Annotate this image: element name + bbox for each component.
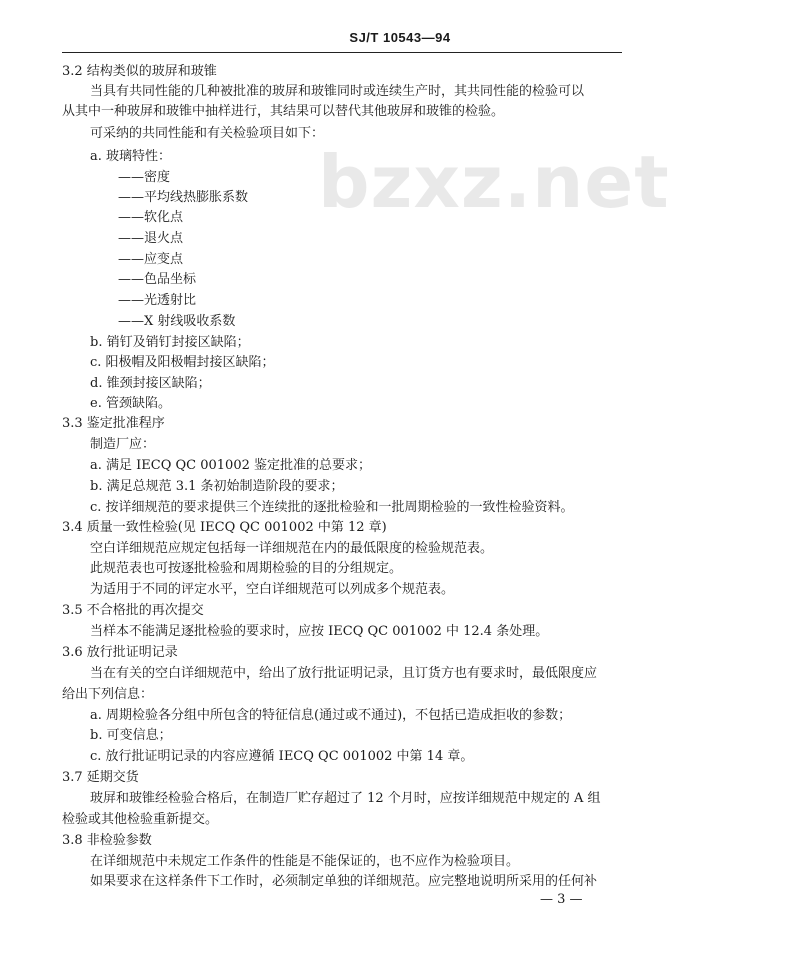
sub-item-thermal-expansion: ——平均线热膨胀系数 — [118, 190, 249, 205]
list-item-b: b. 满足总规范 3.1 条初始制造阶段的要求； — [90, 479, 344, 494]
watermark: bzxz.net — [318, 140, 670, 224]
sub-item-density: ——密度 — [118, 170, 171, 185]
section-heading-3-5: 3.5 不合格批的再次提交 — [62, 603, 204, 618]
list-item-b: b. 销钉及销钉封接区缺陷； — [90, 335, 250, 350]
paragraph-line: 为适用于不同的评定水平，空白详细规范可以列成多个规范表。 — [90, 582, 455, 597]
list-item-c: c. 阳极帽及阳极帽封接区缺陷； — [90, 355, 275, 370]
sub-item-xray-absorption: ——X 射线吸收系数 — [118, 314, 236, 329]
paragraph-line: 从其中一种玻屏和玻锥中抽样进行，其结果可以替代其他玻屏和玻锥的检验。 — [62, 104, 505, 119]
paragraph-line: 制造厂应： — [90, 437, 156, 452]
section-heading-3-7: 3.7 延期交货 — [62, 770, 139, 785]
paragraph-line: 如果要求在这样条件下工作时，必须制定单独的详细规范。应完整地说明所采用的任何补 — [90, 874, 598, 889]
list-item-d: d. 锥颈封接区缺陷； — [90, 376, 211, 391]
section-heading-3-3: 3.3 鉴定批准程序 — [62, 416, 165, 431]
page-number: — 3 — — [540, 892, 583, 907]
sub-item-softening-point: ——软化点 — [118, 210, 184, 225]
list-item-b: b. 可变信息； — [90, 728, 172, 743]
section-heading-3-2: 3.2 结构类似的玻屏和玻锥 — [62, 64, 217, 79]
list-item-c: c. 放行批证明记录的内容应遵循 IECQ QC 001002 中第 14 章。 — [90, 749, 474, 764]
paragraph-line: 给出下列信息： — [62, 687, 154, 702]
sub-item-annealing-point: ——退火点 — [118, 231, 184, 246]
paragraph-line: 检验或其他检验重新提交。 — [62, 812, 219, 827]
sub-item-transmittance: ——光透射比 — [118, 293, 197, 308]
list-item-c: c. 按详细规范的要求提供三个连续批的逐批检验和一批周期检验的一致性检验资料。 — [90, 500, 574, 515]
paragraph-line: 在详细规范中未规定工作条件的性能是不能保证的，也不应作为检验项目。 — [90, 854, 520, 869]
paragraph-line: 当样本不能满足逐批检验的要求时，应按 IECQ QC 001002 中 12.4 条处理。 — [90, 624, 549, 639]
paragraph-line: 玻屏和玻锥经检验合格后，在制造厂贮存超过了 12 个月时，应按详细规范中规定的 A 组 — [90, 791, 601, 806]
section-heading-3-4: 3.4 质量一致性检验(见 IECQ QC 001002 中第 12 章) — [62, 520, 387, 535]
header-rule — [62, 52, 622, 53]
list-item-e: e. 管颈缺陷。 — [90, 396, 171, 411]
document-code-header: SJ/T 10543—94 — [349, 30, 451, 45]
sub-item-strain-point: ——应变点 — [118, 252, 184, 267]
paragraph-line: 可采纳的共同性能和有关检验项目如下： — [90, 126, 325, 141]
paragraph-line: 此规范表也可按逐批检验和周期检验的目的分组规定。 — [90, 561, 403, 576]
section-heading-3-6: 3.6 放行批证明记录 — [62, 645, 178, 660]
list-item-a: a. 满足 IECQ QC 001002 鉴定批准的总要求； — [90, 458, 372, 473]
section-heading-3-8: 3.8 非检验参数 — [62, 833, 152, 848]
list-item-a: a. 周期检验各分组中所包含的特征信息(通过或不通过)，不包括已造成拒收的参数； — [90, 708, 572, 723]
paragraph-line: 空白详细规范应规定包括每一详细规范在内的最低限度的检验规范表。 — [90, 541, 494, 556]
paragraph-line: 当在有关的空白详细规范中，给出了放行批证明记录，且订货方也有要求时，最低限度应 — [90, 666, 598, 681]
list-item-a: a. 玻璃特性： — [90, 149, 172, 164]
paragraph-line: 当具有共同性能的几种被批准的玻屏和玻锥同时或连续生产时，其共同性能的检验可以 — [90, 84, 585, 99]
sub-item-chromaticity: ——色品坐标 — [118, 272, 197, 287]
